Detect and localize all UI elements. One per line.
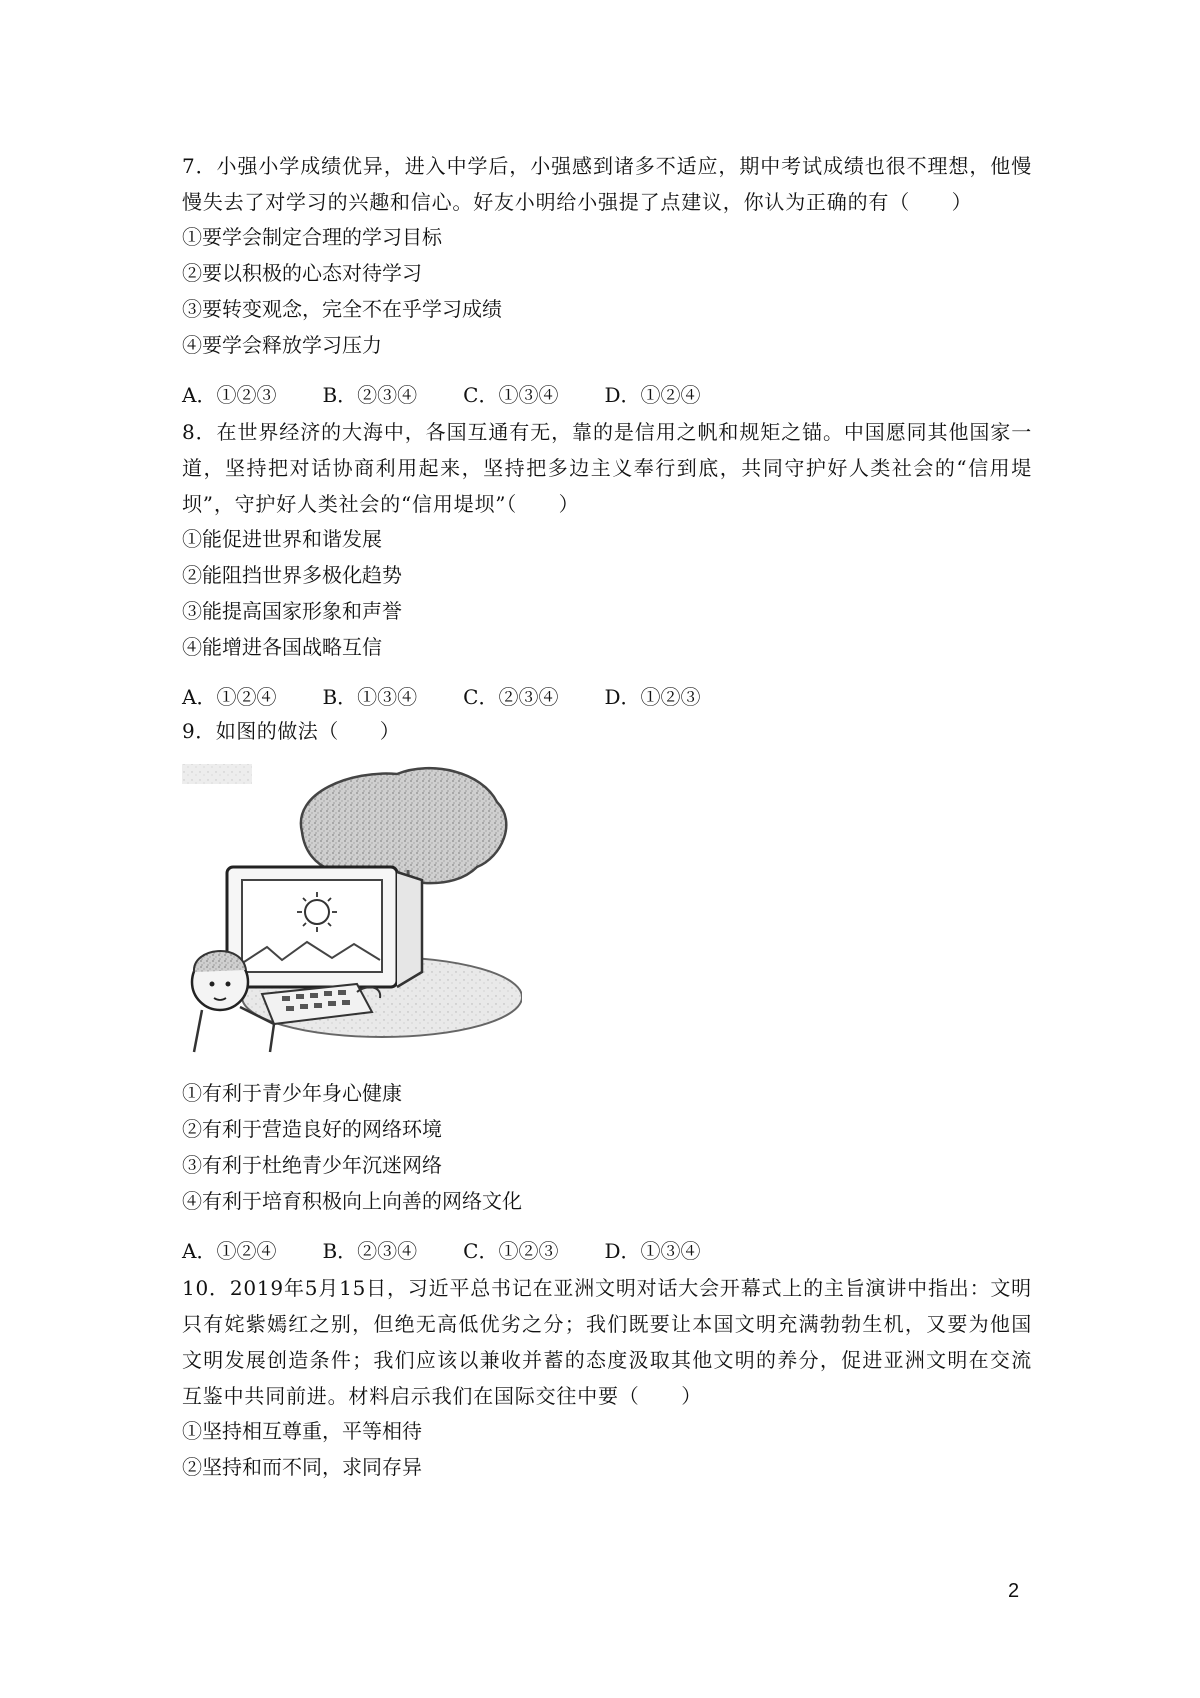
question-9-option-3: ③有利于杜绝青少年沉迷网络	[182, 1153, 442, 1177]
question-9-option-1: ①有利于青少年身心健康	[182, 1081, 402, 1105]
page-content	[182, 148, 1032, 1488]
question-7-stem: 7．小强小学成绩优异，进入中学后，小强感到诸多不适应，期中考试成绩也很不理想，他慢慢失去了对学习的兴趣和信心。好友小明给小强提了点建议，你认为正确的有（ ）	[182, 154, 1032, 214]
question-8-choice-c: C．②③④	[463, 685, 559, 709]
question-8-option-2: ②能阻挡世界多极化趋势	[182, 563, 402, 587]
question-8-choice-b: B．①③④	[322, 685, 418, 709]
question-8-choice-a: A．①②④	[182, 685, 277, 709]
page-number: 2	[1008, 1580, 1020, 1602]
question-10-stem: 10．2019年5月15日，习近平总书记在亚洲文明对话大会开幕式上的主旨演讲中指出：文明只有姹紫嫣红之别，但绝无高低优劣之分；我们既要让本国文明充满勃勃生机，又要为他国文明发展创造条件；我们应该以兼收并蓄的态度汲取其他文明的养分，促进亚洲文明在交流互鉴中共同前进。材料启示我们在国际交往中要（ ）	[182, 1276, 1032, 1408]
question-8-option-3: ③能提高国家形象和声誉	[182, 599, 402, 623]
question-7-choices	[182, 380, 1032, 410]
question-7-choice-b: B．②③④	[322, 383, 418, 407]
question-8-option-1: ①能促进世界和谐发展	[182, 527, 382, 551]
question-7	[182, 148, 1032, 410]
question-8-stem: 8．在世界经济的大海中，各国互通有无，靠的是信用之帆和规矩之锚。中国愿同其他国家一道，坚持把对话协商利用起来，坚持把多边主义奉行到底，共同守护好人类社会的“信用堤坝”，守护好人类社会的“信用堤坝”（ ）	[182, 420, 1032, 516]
question-7-choice-c: C．①③④	[463, 383, 559, 407]
question-10-option-1: ①坚持相互尊重，平等相待	[182, 1419, 422, 1443]
question-7-choice-a: A．①②③	[182, 383, 277, 407]
question-7-option-4: ④要学会释放学习压力	[182, 333, 382, 357]
question-8	[182, 414, 1032, 712]
question-7-option-1: ①要学会制定合理的学习目标	[182, 225, 442, 249]
question-9-choice-d: D．①③④	[604, 1239, 701, 1263]
question-7-choice-d: D．①②④	[604, 383, 701, 407]
question-7-option-2: ②要以积极的心态对待学习	[182, 261, 422, 285]
question-10	[182, 1270, 1032, 1482]
question-9-option-4: ④有利于培育积极向上向善的网络文化	[182, 1189, 522, 1213]
question-9-option-2: ②有利于营造良好的网络环境	[182, 1117, 442, 1141]
question-8-choice-d: D．①②③	[604, 685, 701, 709]
question-8-choices	[182, 682, 1032, 712]
question-9-choice-a: A．①②④	[182, 1239, 277, 1263]
question-7-option-3: ③要转变观念，完全不在乎学习成绩	[182, 297, 502, 321]
question-9-stem: 9．如图的做法（ ）	[182, 719, 401, 743]
question-8-option-4: ④能增进各国战略互信	[182, 635, 382, 659]
question-9-choices	[182, 1236, 1032, 1266]
question-9-illustration	[182, 762, 522, 1062]
question-9	[182, 716, 1032, 1266]
question-9-choice-c: C．①②③	[463, 1239, 559, 1263]
question-9-choice-b: B．②③④	[322, 1239, 418, 1263]
question-10-option-2: ②坚持和而不同，求同存异	[182, 1455, 422, 1479]
